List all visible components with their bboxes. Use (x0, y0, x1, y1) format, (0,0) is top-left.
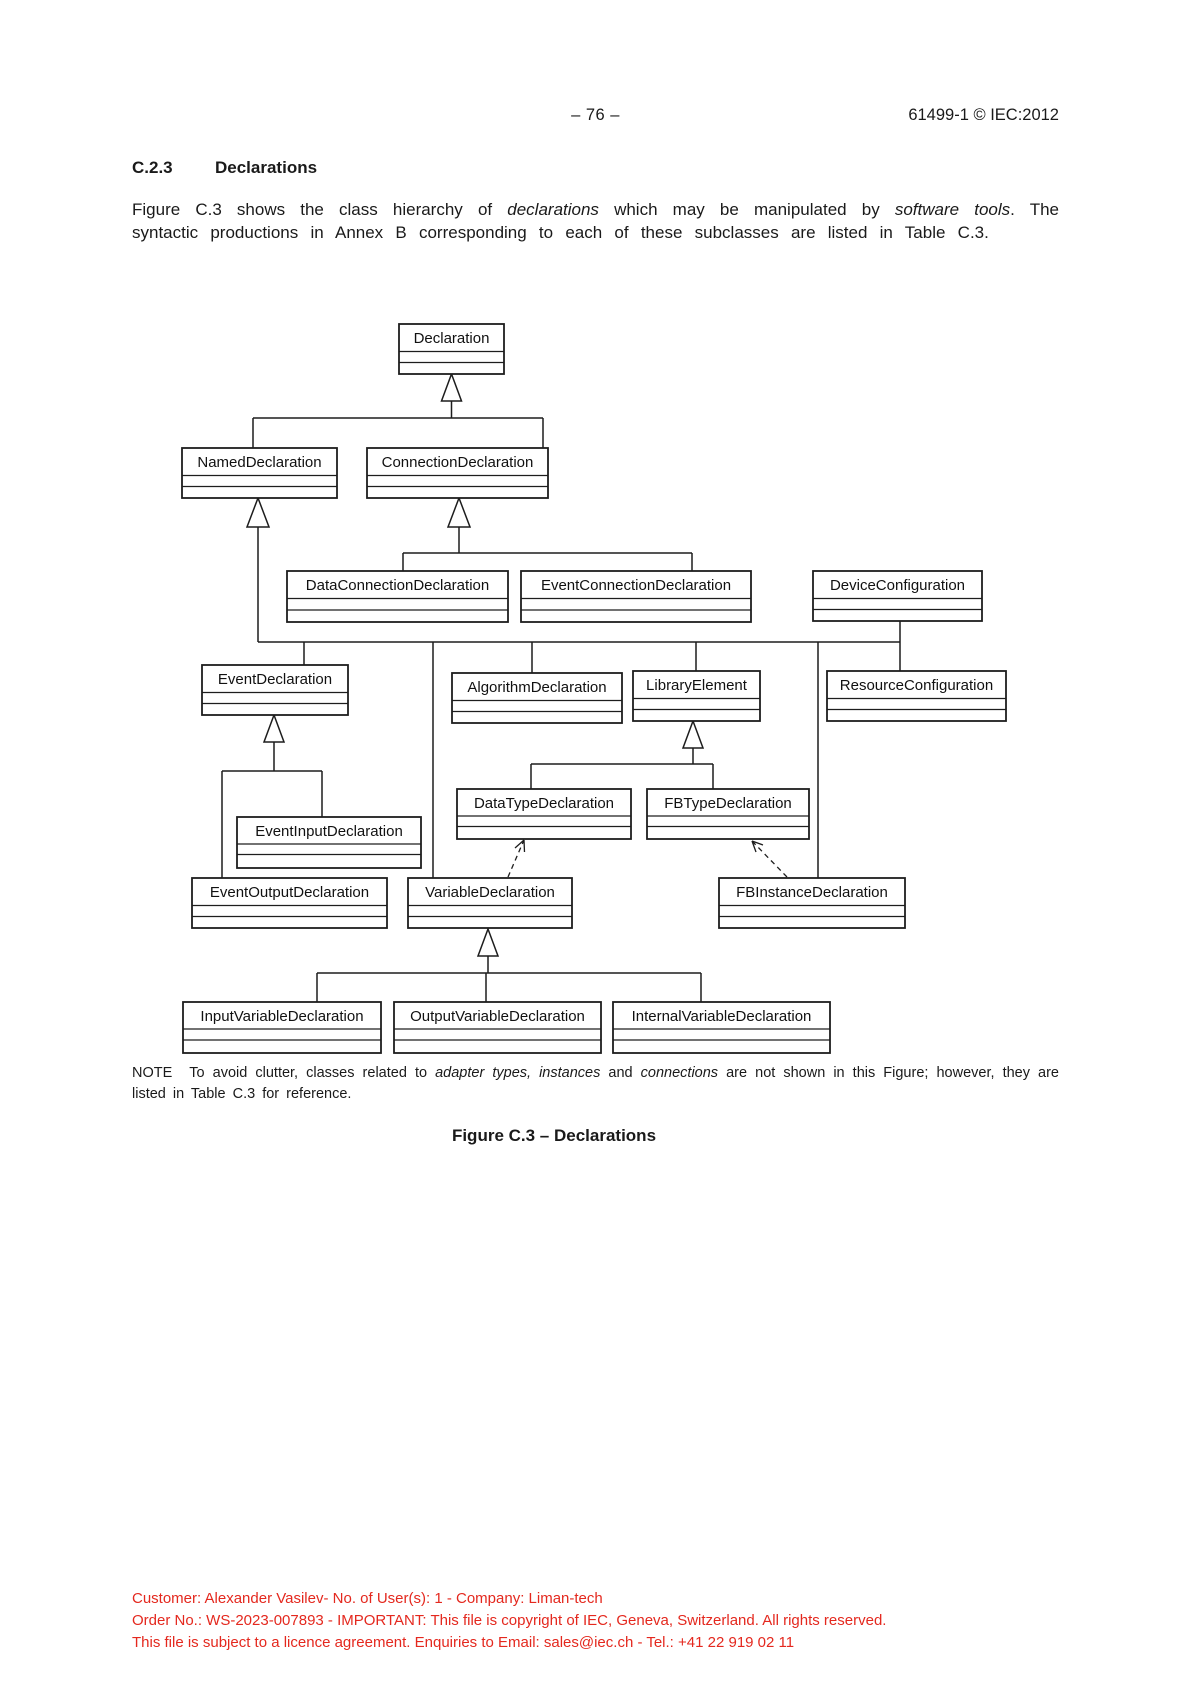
class-box-event-output-declaration (192, 878, 387, 928)
intro-paragraph: Figure C.3 shows the class hierarchy of declarations which may be manipulated by software tools. The syntactic productions in Annex B corresponding to each of these subclasses are listed in Table C.3. (132, 200, 1059, 242)
class-label: EventOutputDeclaration (209, 884, 370, 901)
class-box-fb-instance-declaration (719, 878, 905, 928)
class-box-data-type-declaration (457, 789, 631, 839)
connector-connection-declaration-children (403, 498, 692, 571)
generalization-triangle (442, 374, 462, 401)
class-box-resource-configuration (827, 671, 1006, 721)
license-footer (132, 1588, 1112, 1654)
document-reference: 61499-1 © IEC:2012 (908, 106, 1059, 124)
class-box-internal-variable-declaration (613, 1002, 830, 1053)
class-label: EventConnectionDeclaration (540, 577, 732, 594)
class-label: FBInstanceDeclaration (736, 884, 888, 901)
class-box-input-variable-declaration (183, 1002, 381, 1053)
class-label: Declaration (413, 330, 490, 347)
class-label: LibraryElement (646, 677, 747, 694)
connector-declaration-children (253, 374, 543, 448)
class-box-event-connection-declaration (521, 571, 751, 622)
class-box-algorithm-declaration (452, 673, 622, 723)
class-label: EventDeclaration (217, 671, 333, 688)
generalization-triangle (247, 498, 269, 527)
class-label: AlgorithmDeclaration (467, 679, 607, 696)
class-box-device-configuration (813, 571, 982, 621)
class-box-variable-declaration (408, 878, 572, 928)
class-box-fb-type-declaration (647, 789, 809, 839)
section-title: Declarations (215, 158, 318, 177)
license-footer-line: Customer: Alexander Vasilev- No. of User(s): 1 - Company: Liman-tech (132, 1590, 603, 1607)
generalization-triangle (264, 715, 284, 742)
section-number: C.2.3 (132, 158, 173, 177)
class-box-event-declaration (202, 665, 348, 715)
page-number: – 76 – (571, 106, 620, 124)
generalization-triangle (478, 929, 498, 956)
generalization-triangle (683, 721, 703, 748)
class-box-declaration (399, 324, 504, 374)
class-box-connection-declaration (367, 448, 548, 498)
class-label: OutputVariableDeclaration (410, 1008, 585, 1025)
class-label: ResourceConfiguration (839, 677, 994, 694)
class-label: DeviceConfiguration (829, 577, 966, 594)
class-label: DataTypeDeclaration (473, 795, 615, 812)
license-footer-line: This file is subject to a licence agreement. Enquiries to Email: sales@iec.ch - Tel.: +41 22 919 02 11 (132, 1634, 795, 1651)
figure-caption: Figure C.3 – Declarations (451, 1126, 657, 1145)
dependency-fbinstance-to-fbtype (752, 841, 787, 877)
connector-library-element-children (531, 721, 713, 789)
generalization-triangle (448, 498, 470, 527)
class-label: InputVariableDeclaration (200, 1008, 364, 1025)
class-box-event-input-declaration (237, 817, 421, 868)
class-label: InternalVariableDeclaration (631, 1008, 812, 1025)
class-label: VariableDeclaration (425, 884, 555, 901)
class-label: EventInputDeclaration (255, 823, 403, 840)
connector-variable-declaration-children (317, 929, 701, 1002)
class-label: NamedDeclaration (197, 454, 322, 471)
class-label: ConnectionDeclaration (381, 454, 534, 471)
class-box-named-declaration (182, 448, 337, 498)
dependency-variable-to-datatype (508, 840, 525, 877)
class-label: DataConnectionDeclaration (305, 577, 490, 594)
class-box-output-variable-declaration (394, 1002, 601, 1053)
class-box-library-element (633, 671, 760, 721)
class-box-data-connection-declaration (287, 571, 508, 622)
figure-note: NOTE To avoid clutter, classes related to adapter types, instances and connections are not shown in this Figure; however, they are listed in Table C.3 for reference. (132, 1065, 1059, 1102)
license-footer-line: Order No.: WS-2023-007893 - IMPORTANT: This file is copyright of IEC, Geneva, Switzerland. All rights reserved. (132, 1612, 887, 1629)
class-label: FBTypeDeclaration (664, 795, 792, 812)
